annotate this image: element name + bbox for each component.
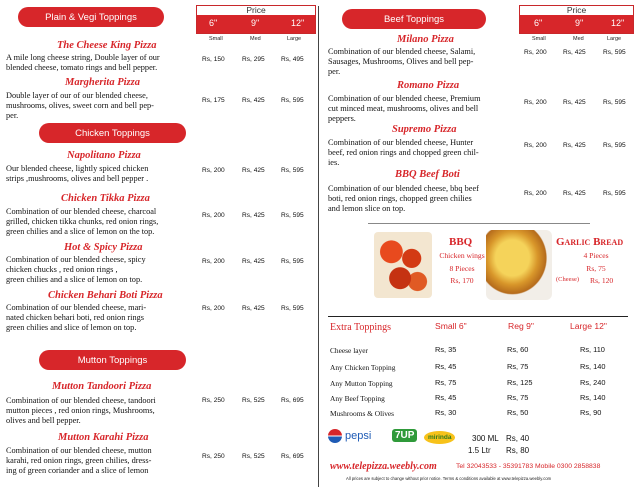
size-12: 12" [291, 18, 305, 28]
item-title: Mutton Tandoori Pizza [52, 381, 152, 392]
divider [368, 223, 590, 224]
extra-title: Extra Toppings [330, 322, 392, 333]
item-title: Romano Pizza [397, 80, 460, 91]
garlic-cheese-price: Rs, 120 [590, 276, 614, 285]
price-small: Rs, 200 [524, 99, 547, 106]
item-title: BBQ Beef Boti [395, 169, 460, 180]
chicken-wings-photo [374, 232, 432, 298]
item-desc: Combination of our blended cheese, Premium cut minced meat, mushrooms, olives and bell peppers. [328, 94, 481, 124]
price-med: Rs, 425 [242, 167, 265, 174]
price-small: Rs, 250 [202, 397, 225, 404]
sub-small: Small [532, 36, 546, 42]
price-med: Rs, 425 [242, 305, 265, 312]
price-small: Rs, 150 [202, 56, 225, 63]
price-header-right [519, 5, 634, 34]
price-large: Rs, 595 [281, 258, 304, 265]
item-title: Chicken Behari Boti Pizza [48, 290, 163, 301]
item-desc: Combination of our blended cheese, bbq beef boti, red onion rings, chopped green chilies and lemon slice on top. [328, 184, 479, 214]
price-med: Rs, 425 [242, 258, 265, 265]
price-large: Rs, 495 [281, 56, 304, 63]
price-med: Rs, 425 [563, 142, 586, 149]
price-label: Price [246, 5, 266, 15]
price-med: Rs, 525 [242, 453, 265, 460]
item-desc: Combination of our blended cheese, mari- nated chicken behari boti, red onion rings green chilies and slice of lemon on top. [6, 303, 147, 333]
pepsi-icon [328, 429, 342, 443]
section-header-plain-vegi: Plain & Vegi Toppings [18, 7, 164, 27]
size-12: 12" [611, 18, 625, 28]
price-small: Rs, 200 [202, 167, 225, 174]
price-med: Rs, 425 [563, 49, 586, 56]
section-header-chicken: Chicken Toppings [39, 123, 186, 143]
bbq-name: Chicken wings [439, 251, 485, 260]
item-desc: Combination of our blended cheese, tandoori mutton pieces , red onion rings, Mushrooms, olives and bell pepper. [6, 396, 156, 426]
extra-col-small: Small 6" [435, 321, 467, 331]
size-9: 9" [251, 18, 260, 28]
price-med: Rs, 295 [242, 56, 265, 63]
price-small: Rs, 250 [202, 453, 225, 460]
drink-price: Rs, 80 [506, 446, 530, 455]
phones: Tel 32043533 - 35391783 Mobile 0300 2858838 [456, 463, 601, 470]
price-med: Rs, 425 [563, 190, 586, 197]
item-title: Supremo Pizza [392, 124, 457, 135]
item-desc: Combination of our blended cheese, Salami, Sausages, Mushrooms, Olives and bell pep- per. [328, 47, 476, 77]
price-small: Rs, 200 [524, 142, 547, 149]
bbq-pieces: 8 Pieces [449, 264, 475, 273]
price-large: Rs, 595 [603, 142, 626, 149]
website-link[interactable]: www.telepizza.weebly.com [330, 461, 437, 472]
item-desc: Combination of our blended cheese, spicy chicken chucks , red onion rings , green chilies and a slice of lemon on top. [6, 255, 146, 285]
item-title: Napolitano Pizza [67, 150, 141, 161]
item-title: Margherita Pizza [65, 77, 140, 88]
item-title: Hot & Spicy Pizza [64, 242, 143, 253]
size-strip [520, 15, 633, 33]
item-title: Milano Pizza [397, 34, 454, 45]
drink-price: Rs, 40 [506, 434, 530, 443]
price-small: Rs, 200 [524, 190, 547, 197]
price-large: Rs, 595 [281, 97, 304, 104]
price-large: Rs, 595 [603, 190, 626, 197]
sub-med: Med [573, 36, 584, 42]
price-small: Rs, 200 [202, 305, 225, 312]
mirinda-logo: mirinda [424, 431, 455, 444]
divider [328, 316, 628, 317]
item-desc: Our blended cheese, lightly spiced chicken strips ,mushrooms, olives and bell pepper . [6, 164, 149, 184]
sub-large: Large [607, 36, 622, 42]
price-large: Rs, 695 [281, 397, 304, 404]
price-med: Rs, 425 [242, 97, 265, 104]
price-header-left [196, 5, 316, 34]
price-small: Rs, 200 [202, 258, 225, 265]
price-large: Rs, 595 [603, 49, 626, 56]
size-6: 6" [209, 18, 218, 28]
price-large: Rs, 695 [281, 453, 304, 460]
section-header-mutton: Mutton Toppings [39, 350, 186, 370]
item-title: Chicken Tikka Pizza [61, 193, 150, 204]
price-large: Rs, 595 [281, 167, 304, 174]
sub-small: Small [209, 36, 223, 42]
garlic-bread-photo [486, 230, 552, 300]
price-large: Rs, 595 [603, 99, 626, 106]
garlic-cheese-label: (Cheese) [556, 276, 580, 283]
item-desc: Combination of our blended cheese, mutton karahi, red onion rings, green chilies, dress- ing of green coriander and a slice of lemon [6, 446, 152, 476]
bbq-title: BBQ [449, 236, 473, 248]
column-divider [318, 6, 319, 487]
price-large: Rs, 595 [281, 212, 304, 219]
sub-large: Large [287, 36, 302, 42]
garlic-price: Rs, 75 [586, 264, 606, 273]
price-med: Rs, 425 [563, 99, 586, 106]
price-med: Rs, 525 [242, 397, 265, 404]
price-small: Rs, 200 [202, 212, 225, 219]
garlic-bread-title: Garlic Bread [556, 236, 624, 248]
item-title: The Cheese King Pizza [57, 40, 157, 51]
bbq-price: Rs, 170 [450, 276, 474, 285]
price-med: Rs, 425 [242, 212, 265, 219]
drink-size: 1.5 Ltr [468, 446, 491, 455]
price-large: Rs, 595 [281, 305, 304, 312]
size-6: 6" [534, 18, 543, 28]
sub-med: Med [250, 36, 261, 42]
size-strip [197, 15, 315, 33]
pepsi-logo: pepsi [328, 429, 371, 443]
drink-size: 300 ML [472, 434, 499, 443]
extra-col-large: Large 12" [570, 321, 607, 331]
item-desc: A mile long cheese string, Double layer of our blended cheese, tomato rings and bell pepper. [6, 53, 160, 73]
extra-col-reg: Reg 9" [508, 321, 534, 331]
item-title: Mutton Karahi Pizza [58, 432, 149, 443]
size-9: 9" [575, 18, 584, 28]
item-desc: Combination of our blended cheese, charcoal grilled, chicken tikka chunks, red onion rings, green chilies and a slice of lemon on the top. [6, 207, 159, 237]
item-desc: Combination of our blended cheese, Hunter beef, red onion rings and chopped green chil- ies. [328, 138, 479, 168]
section-header-beef: Beef Toppings [342, 9, 486, 29]
garlic-pieces: 4 Pieces [583, 251, 609, 260]
footer-note: All prices are subject to change without prior notice. Terms & conditions available at www.telepizza.weebly.com [346, 476, 552, 481]
price-small: Rs, 200 [524, 49, 547, 56]
price-label: Price [566, 5, 587, 15]
7up-logo: 7UP [392, 429, 417, 442]
item-desc: Double layer of our of our blended cheese, mushrooms, olives, sweet corn and bell pep- per. [6, 91, 154, 121]
price-small: Rs, 175 [202, 97, 225, 104]
